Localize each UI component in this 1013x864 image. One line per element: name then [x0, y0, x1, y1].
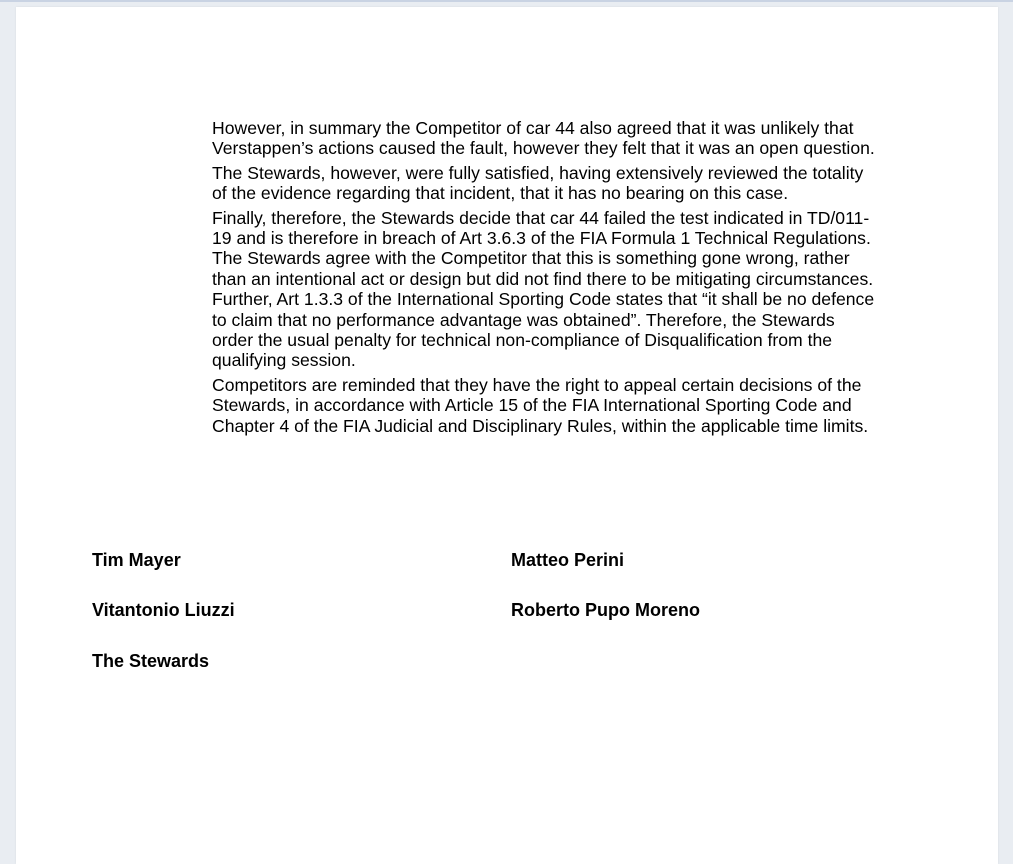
- text-line: The Stewards, however, were fully satisfied, having extensively reviewed the totality: [212, 162, 864, 183]
- text-line: to claim that no performance advantage was obtained”. Therefore, the Stewards: [212, 309, 835, 330]
- text-line: Chapter 4 of the FIA Judicial and Disciplinary Rules, within the applicable time limits.: [212, 415, 869, 436]
- text-line: Stewards, in accordance with Article 15 of the FIA International Sporting Code and: [212, 395, 852, 416]
- document-body: [212, 118, 932, 440]
- text-line: of the evidence regarding that incident, that it has no bearing on this case.: [212, 183, 789, 204]
- text-line: order the usual penalty for technical non-compliance of Disqualification from the: [212, 330, 833, 351]
- text-line: Competitors are reminded that they have the right to appeal certain decisions of the: [212, 374, 862, 395]
- text-line: Finally, therefore, the Stewards decide that car 44 failed the test indicated in TD/011-: [212, 207, 870, 228]
- paragraph-car44-agreement: [212, 118, 932, 159]
- signatory-vitantonio-liuzzi: Vitantonio Liuzzi: [92, 600, 235, 620]
- text-line: Further, Art 1.3.3 of the International Sporting Code states that “it shall be no defence: [212, 289, 875, 310]
- document-page: [16, 7, 998, 864]
- text-line: Verstappen’s actions caused the fault, however they felt that it was an open question.: [212, 138, 875, 159]
- paragraph-stewards-satisfied: [212, 163, 932, 204]
- paragraph-decision: [212, 208, 932, 371]
- text-line: However, in summary the Competitor of car 44 also agreed that it was unlikely that: [212, 118, 854, 138]
- text-line: qualifying session.: [212, 350, 356, 371]
- signatory-tim-mayer: Tim Mayer: [92, 550, 181, 570]
- signatory-matteo-perini: Matteo Perini: [511, 550, 625, 570]
- signatory-roberto-pupo-moreno: Roberto Pupo Moreno: [511, 600, 700, 620]
- paragraph-appeal-notice: [212, 375, 932, 436]
- window-top-border: [0, 0, 1013, 2]
- stewards-label: The Stewards: [92, 651, 210, 671]
- text-line: The Stewards agree with the Competitor that this is something gone wrong, rather: [212, 248, 850, 269]
- text-line: than an intentional act or design but did not find there to be mitigating circumstances.: [212, 268, 874, 289]
- text-line: 19 and is therefore in breach of Art 3.6.3 of the FIA Formula 1 Technical Regulations.: [212, 228, 871, 249]
